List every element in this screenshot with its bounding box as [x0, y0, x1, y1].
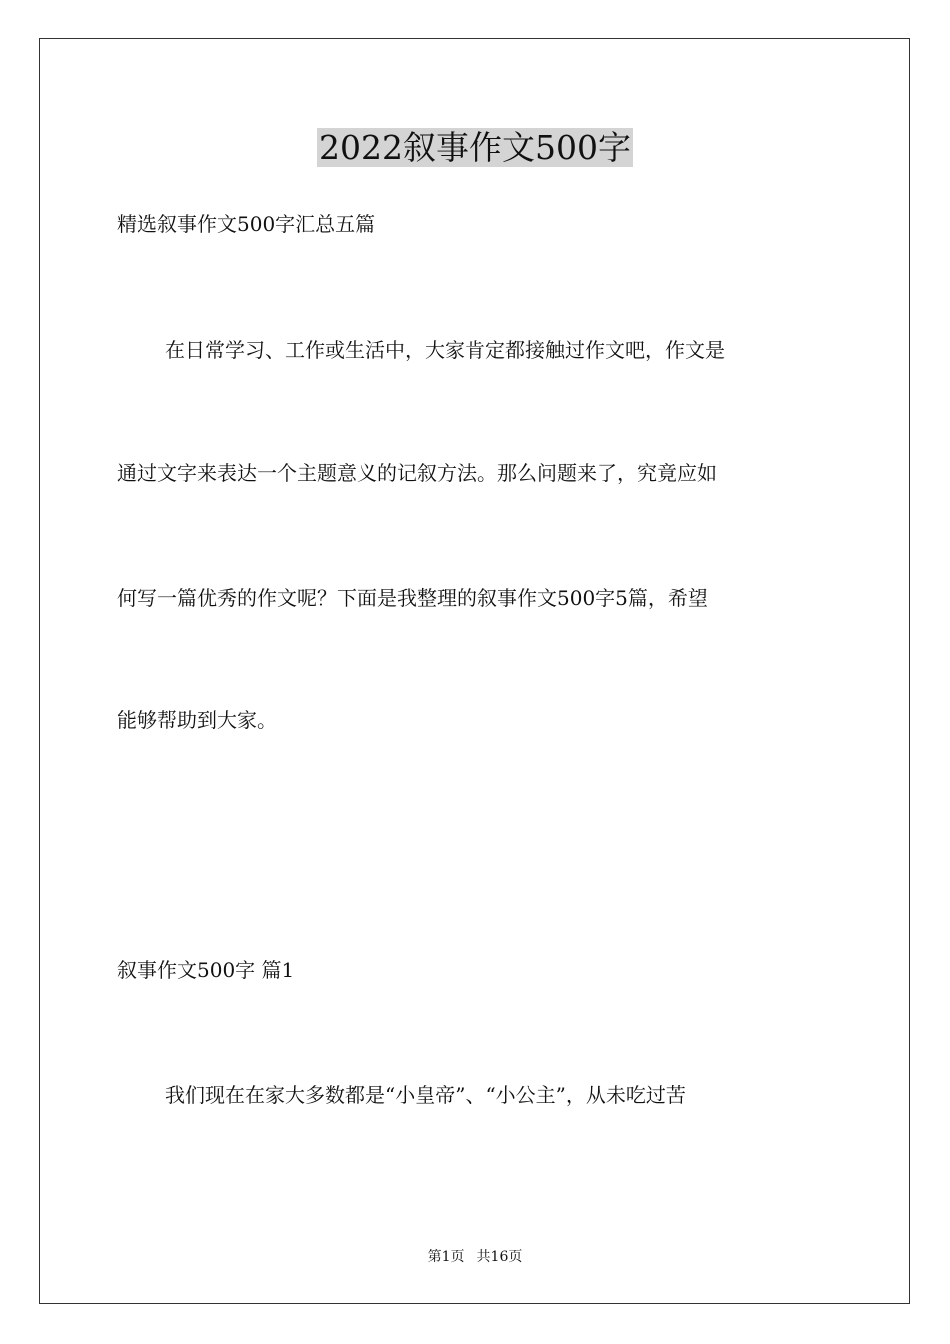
- document-title-text: 2022叙事作文500字: [319, 128, 631, 167]
- paragraph-line: 我们现在在家大多数都是“小皇帝”、“小公主”，从未吃过苦: [165, 1083, 686, 1107]
- page-number-current: 第1页: [427, 1249, 465, 1265]
- page-footer: [0, 1247, 950, 1267]
- document-subtitle: 精选叙事作文500字汇总五篇: [117, 212, 376, 236]
- section-heading: 叙事作文500字 篇1: [117, 958, 295, 982]
- document-title: [0, 124, 950, 172]
- paragraph-line: 在日常学习、工作或生活中，大家肯定都接触过作文吧，作文是: [165, 338, 725, 362]
- paragraph-line: 通过文字来表达一个主题意义的记叙方法。那么问题来了，究竟应如: [117, 461, 717, 485]
- page-number-total: 共16页: [476, 1249, 523, 1265]
- paragraph-line: 能够帮助到大家。: [117, 708, 277, 732]
- paragraph-line: 何写一篇优秀的作文呢？下面是我整理的叙事作文500字5篇，希望: [117, 586, 708, 610]
